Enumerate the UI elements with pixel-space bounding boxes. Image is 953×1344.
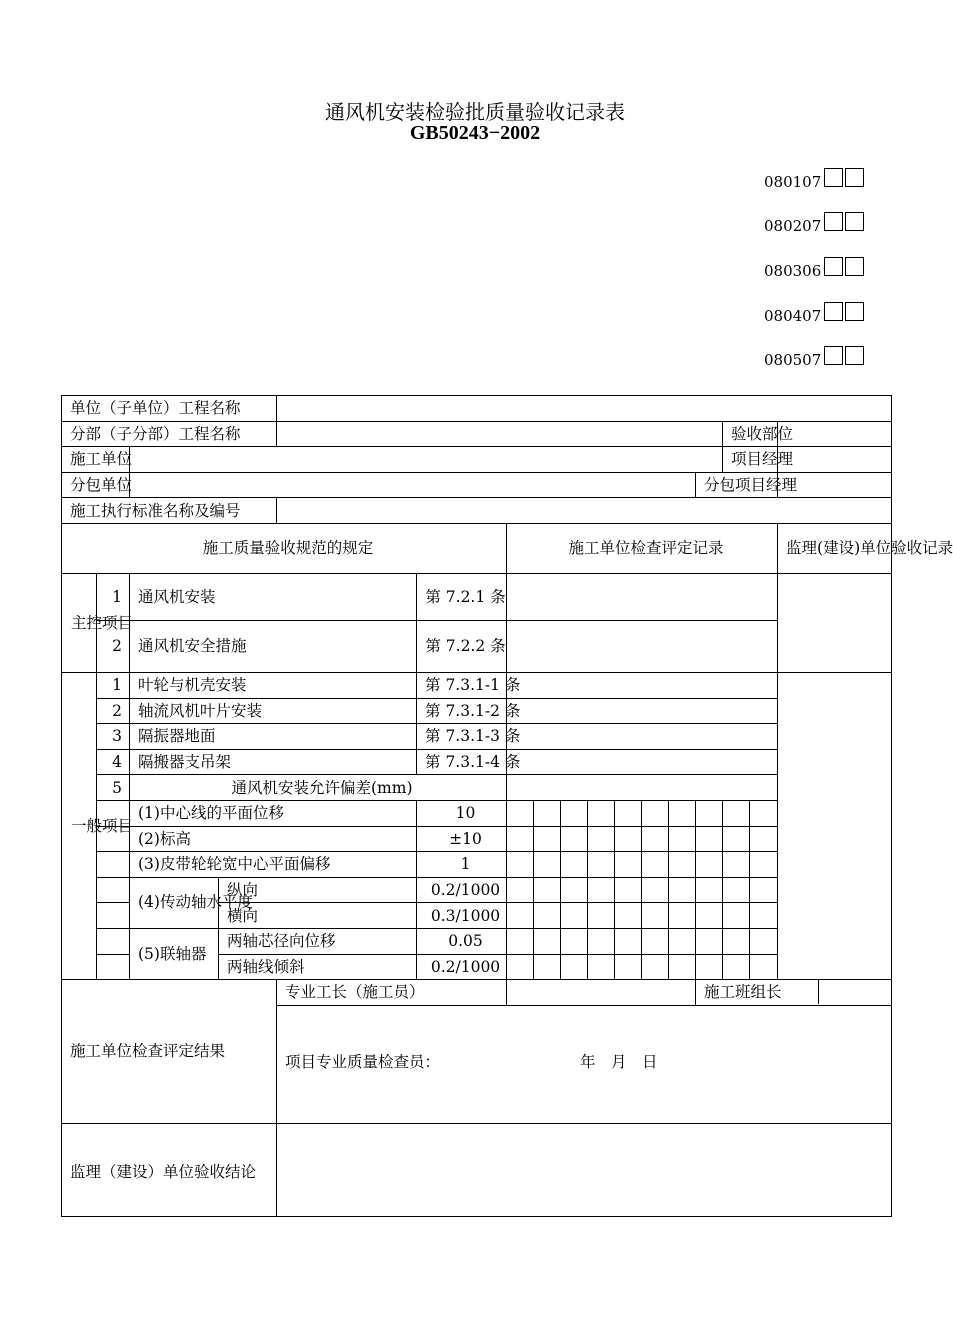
item-clause: 第 7.3.1-1 条 <box>417 672 507 698</box>
code-checkbox-row <box>764 306 864 325</box>
contractor-record-header: 施工单位检查评定记录 <box>507 523 778 573</box>
standard-field[interactable] <box>277 498 892 524</box>
record-field[interactable] <box>507 724 778 750</box>
measure-cell[interactable] <box>615 928 642 954</box>
foreman-field[interactable] <box>507 980 696 1006</box>
item-number: 1 <box>97 573 130 620</box>
code-checkbox[interactable] <box>824 257 843 276</box>
deviation-subitem: 两轴线倾斜 <box>219 954 417 980</box>
measure-cell[interactable] <box>561 852 588 878</box>
measure-cell[interactable] <box>669 877 696 903</box>
measure-cell[interactable] <box>561 928 588 954</box>
record-field[interactable] <box>507 775 778 801</box>
deviation-value: 0.05 <box>417 928 507 954</box>
sub-project-label: 分部（子分部）工程名称 <box>62 421 277 447</box>
item-number: 5 <box>97 775 130 801</box>
item-clause: 第 7.3.1-3 条 <box>417 724 507 750</box>
measure-cell[interactable] <box>642 800 669 826</box>
measure-cell[interactable] <box>561 903 588 929</box>
measure-cell[interactable] <box>588 928 615 954</box>
measure-cell[interactable] <box>669 903 696 929</box>
measure-cell[interactable] <box>534 826 561 852</box>
code-checkbox[interactable] <box>845 168 864 187</box>
measure-cell[interactable] <box>696 852 723 878</box>
record-field[interactable] <box>507 698 778 724</box>
measure-cell[interactable] <box>669 928 696 954</box>
code-checkbox-row <box>764 216 864 235</box>
code-checkbox[interactable] <box>824 302 843 321</box>
contractor-field[interactable] <box>130 447 723 473</box>
measure-cell[interactable] <box>534 800 561 826</box>
sub-project-field[interactable] <box>277 421 723 447</box>
measure-cell[interactable] <box>507 877 534 903</box>
project-name-label: 单位（子单位）工程名称 <box>62 396 277 422</box>
item-name: 通风机安全措施 <box>130 620 417 672</box>
subcontractor-field[interactable] <box>130 472 696 498</box>
measure-cell[interactable] <box>696 826 723 852</box>
deviation-value: 10 <box>417 800 507 826</box>
measure-cell[interactable] <box>507 954 534 980</box>
supervisor-record-header: 监理(建设)单位验收记录 <box>778 523 892 573</box>
measure-cell[interactable] <box>750 826 778 852</box>
item-name: 隔振器地面 <box>130 724 417 750</box>
measure-cell[interactable] <box>696 877 723 903</box>
measure-cell[interactable] <box>750 800 778 826</box>
deviation-item: (4)传动轴水平度 <box>130 877 219 928</box>
measure-cell[interactable] <box>588 800 615 826</box>
deviation-value: 1 <box>417 852 507 878</box>
measure-cell[interactable] <box>696 928 723 954</box>
item-name: 通风机安装 <box>130 573 417 620</box>
measure-cell[interactable] <box>750 852 778 878</box>
measure-cell[interactable] <box>669 800 696 826</box>
deviation-subitem: 横向 <box>219 903 417 929</box>
measure-cell[interactable] <box>723 800 750 826</box>
measure-cell[interactable] <box>642 954 669 980</box>
deviation-title: 通风机安装允许偏差(mm) <box>130 775 507 801</box>
code-checkbox[interactable] <box>824 168 843 187</box>
inspection-record-grid <box>61 395 953 1217</box>
measure-cell[interactable] <box>723 903 750 929</box>
measure-cell[interactable] <box>615 954 642 980</box>
acceptance-part-field[interactable] <box>778 421 892 447</box>
measure-cell[interactable] <box>588 852 615 878</box>
item-name: 叶轮与机壳安装 <box>130 672 417 698</box>
measure-cell[interactable] <box>534 877 561 903</box>
code-checkbox-row <box>764 350 864 369</box>
code-checkbox[interactable] <box>845 212 864 231</box>
measure-cell[interactable] <box>642 877 669 903</box>
measure-cell[interactable] <box>723 826 750 852</box>
deviation-item: (2)标高 <box>130 826 417 852</box>
item-number: 1 <box>97 672 130 698</box>
deviation-value: 0.3/1000 <box>417 903 507 929</box>
measure-cell[interactable] <box>723 928 750 954</box>
item-clause: 第 7.3.1-2 条 <box>417 698 507 724</box>
item-number: 2 <box>97 620 130 672</box>
deviation-subitem: 两轴芯径向位移 <box>219 928 417 954</box>
deviation-item: (1)中心线的平面位移 <box>130 800 417 826</box>
measure-cell[interactable] <box>669 954 696 980</box>
measure-cell[interactable] <box>561 800 588 826</box>
deviation-value: 0.2/1000 <box>417 954 507 980</box>
measure-cell[interactable] <box>534 852 561 878</box>
measure-cell[interactable] <box>669 826 696 852</box>
team-leader-label: 施工班组长 <box>696 980 819 1004</box>
standard-code: GB50243−2002 <box>409 122 541 144</box>
code-label: 080207 <box>764 217 822 235</box>
measure-cell[interactable] <box>588 826 615 852</box>
deviation-item: (5)联轴器 <box>130 928 219 979</box>
measure-cell[interactable] <box>750 903 778 929</box>
measure-cell[interactable] <box>642 928 669 954</box>
measure-cell[interactable] <box>534 928 561 954</box>
supervisor-conclusion-field[interactable] <box>277 1123 892 1216</box>
spec-column-header: 施工质量验收规范的规定 <box>62 523 507 573</box>
measure-cell[interactable] <box>507 928 534 954</box>
subcontractor-label: 分包单位 <box>62 472 130 498</box>
contractor-result-label: 施工单位检查评定结果 <box>62 980 277 1124</box>
measure-cell[interactable] <box>696 903 723 929</box>
code-checkbox[interactable] <box>845 346 864 365</box>
deviation-subitem: 纵向 <box>219 877 417 903</box>
project-manager-field[interactable] <box>778 447 892 473</box>
measure-cell[interactable] <box>696 800 723 826</box>
record-field[interactable] <box>507 672 778 698</box>
measure-cell[interactable] <box>507 826 534 852</box>
measure-cell[interactable] <box>723 954 750 980</box>
deviation-value: 0.2/1000 <box>417 877 507 903</box>
record-field[interactable] <box>507 620 778 672</box>
item-number: 3 <box>97 724 130 750</box>
record-field[interactable] <box>507 573 778 620</box>
code-checkbox[interactable] <box>845 302 864 321</box>
measure-cell[interactable] <box>561 954 588 980</box>
measure-cell[interactable] <box>561 877 588 903</box>
inspector-label: 项目专业质量检查员： <box>285 1053 441 1072</box>
supervisor-record-field[interactable] <box>778 672 892 979</box>
code-checkbox-row <box>764 261 864 280</box>
code-checkbox[interactable] <box>845 257 864 276</box>
project-name-field[interactable] <box>277 396 892 422</box>
measure-cell[interactable] <box>615 800 642 826</box>
measure-cell[interactable] <box>750 928 778 954</box>
measure-cell[interactable] <box>615 852 642 878</box>
measure-cell[interactable] <box>507 903 534 929</box>
measure-cell[interactable] <box>642 826 669 852</box>
measure-cell[interactable] <box>669 852 696 878</box>
measure-cell[interactable] <box>507 800 534 826</box>
item-clause: 第 7.2.2 条 <box>417 620 507 672</box>
measure-cell[interactable] <box>723 852 750 878</box>
measure-cell[interactable] <box>615 903 642 929</box>
measure-cell[interactable] <box>750 954 778 980</box>
contractor-result-field[interactable] <box>277 1005 892 1123</box>
measure-cell[interactable] <box>696 954 723 980</box>
measure-cell[interactable] <box>534 954 561 980</box>
code-checkbox-row <box>764 172 864 191</box>
item-name: 隔搬器支吊架 <box>130 749 417 775</box>
code-label: 080507 <box>764 351 822 369</box>
measure-cell[interactable] <box>507 852 534 878</box>
code-checkbox[interactable] <box>824 346 843 365</box>
item-clause: 第 7.2.1 条 <box>417 573 507 620</box>
code-label: 080407 <box>764 307 822 325</box>
main-items-label: 主控项目 <box>62 573 97 672</box>
team-leader-field[interactable] <box>819 980 891 1004</box>
standard-label: 施工执行标准名称及编号 <box>62 498 277 524</box>
item-name: 轴流风机叶片安装 <box>130 698 417 724</box>
code-label: 080306 <box>764 262 822 280</box>
item-number: 2 <box>97 698 130 724</box>
measure-cell[interactable] <box>615 877 642 903</box>
sub-project-manager-label: 分包项目经理 <box>696 472 778 498</box>
general-items-label: 一般项目 <box>62 672 97 979</box>
measure-cell[interactable] <box>750 877 778 903</box>
record-field[interactable] <box>507 749 778 775</box>
foreman-label: 专业工长（施工员） <box>277 980 507 1006</box>
deviation-value: ±10 <box>417 826 507 852</box>
measure-cell[interactable] <box>615 826 642 852</box>
measure-cell[interactable] <box>723 877 750 903</box>
contractor-label: 施工单位 <box>62 447 130 473</box>
measure-cell[interactable] <box>642 903 669 929</box>
item-clause: 第 7.3.1-4 条 <box>417 749 507 775</box>
measure-cell[interactable] <box>588 877 615 903</box>
code-label: 080107 <box>764 173 822 191</box>
measure-cell[interactable] <box>588 903 615 929</box>
measure-cell[interactable] <box>588 954 615 980</box>
supervisor-record-field[interactable] <box>778 573 892 672</box>
project-manager-label: 项目经理 <box>723 447 778 473</box>
acceptance-part-label: 验收部位 <box>723 421 778 447</box>
measure-cell[interactable] <box>561 826 588 852</box>
item-number: 4 <box>97 749 130 775</box>
code-checkbox[interactable] <box>824 212 843 231</box>
form-title: 通风机安装检验批质量验收记录表 <box>325 100 625 124</box>
deviation-item: (3)皮带轮轮宽中心平面偏移 <box>130 852 417 878</box>
date-label: 年 月 日 <box>580 1053 658 1072</box>
supervisor-conclusion-label: 监理（建设）单位验收结论 <box>62 1123 277 1216</box>
measure-cell[interactable] <box>534 903 561 929</box>
measure-cell[interactable] <box>642 852 669 878</box>
